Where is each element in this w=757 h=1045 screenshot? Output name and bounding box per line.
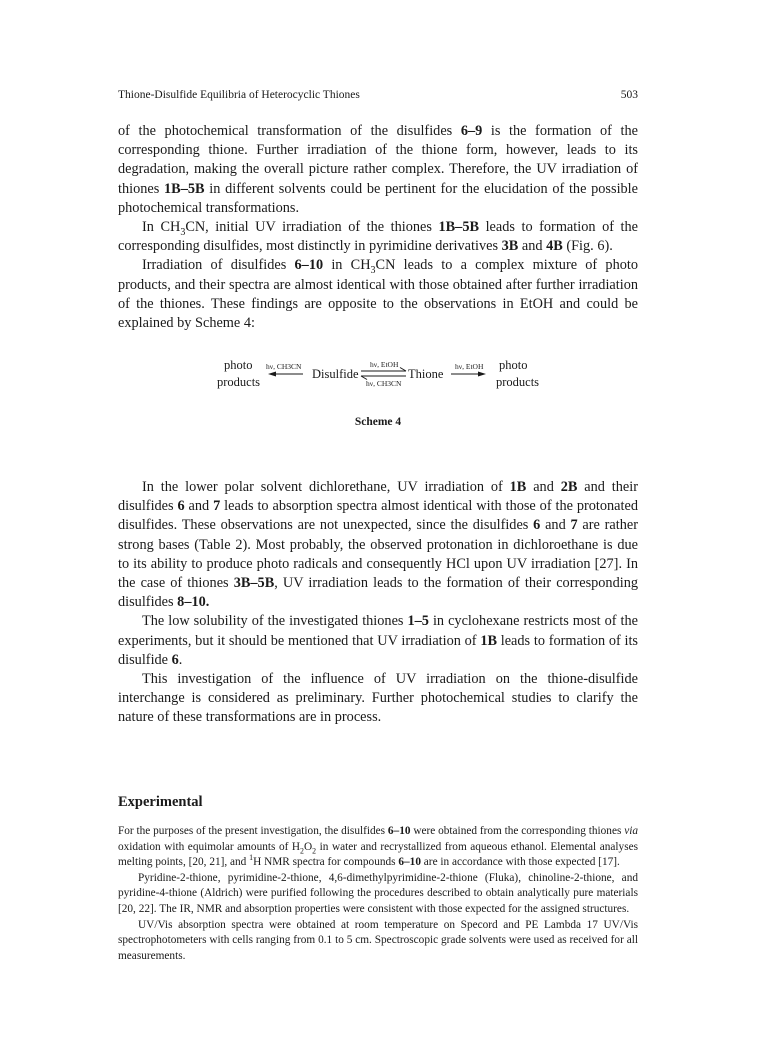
section-title-experimental: Experimental <box>118 794 203 810</box>
arrow-forward-head <box>400 368 406 372</box>
experimental-paragraph-3: UV/Vis absorption spectra were obtained at room temperature on Specord and PE Lambda 17 UV/Vis spectrophotometers with cells ranging from 0.1 to 5 cm. Spectroscopic grade solvents were used as received for all measurements. <box>118 918 638 962</box>
arrow-right-head <box>478 372 486 377</box>
scheme-products-left: products <box>217 375 261 389</box>
paragraph-4: In the lower polar solvent dichlorethane, UV irradiation of 1B and 2B and their disulfides 6 and 7 leads to absorption spectra almost identical with those of the protonated disulfides. These observations are not unexpected, since the disulfides 6 and 7 are rather strong bases (Table 2). Most probably, the observed protonation in dichloroethane is due to its ability to produce photo radicals and consequently HCl upon UV irradiation [27]. In the case of thiones 3B–5B, UV irradiation leads to the formation of their corresponding disulfides 8–10. <box>118 479 639 611</box>
paragraph-2: In $CH_3CN$, initial UV irradiation of the thiones 1B–5B leads to formation of the corresponding disulfides, most distinctly in pyrimidine derivatives 3B and 4B (Fig. 6). <box>118 219 638 255</box>
scheme-label-right: hν, EtOH <box>455 362 484 371</box>
arrow-left-head <box>268 372 276 377</box>
running-title: Thione-Disulfide Equilibria of Heterocyclic Thiones <box>118 89 360 101</box>
paragraph-5: The low solubility of the investigated thiones 1–5 in cyclohexane restricts most of the experiments, but it should be mentioned that UV irradiation of 1B leads to formation of its disulfide 6. <box>118 613 638 668</box>
scheme-photo-right: photo <box>499 358 528 372</box>
scheme-products-right: products <box>496 375 540 389</box>
scheme-label-left: hν, CH3CN <box>266 362 302 371</box>
scheme-label-bottom: hν, CH3CN <box>366 379 402 388</box>
experimental-paragraph-1: For the purposes of the present investigation, the disulfides 6–10 were obtained from the corresponding thiones via oxidation with equimolar amounts of $H_2O_2$ in water and recrystallized from aqueous ethanol. Elemental analyses melting points, [20, 21], and $^1$H NMR spectra for compounds 6–10 are in accordance with those expected [17]. <box>118 825 639 869</box>
paragraph-3: Irradiation of disulfides 6–10 in $CH_3CN$ leads to a complex mixture of photo products, and their spectra are almost identical with those obtained after further irradiation of the thiones. These findings are opposite to the observations in EtOH and could be explained by Scheme 4: <box>118 257 638 332</box>
main-text-top <box>118 122 638 333</box>
main-text-bottom <box>118 478 638 728</box>
scheme-caption: Scheme 4 <box>354 416 402 428</box>
running-header <box>118 89 638 101</box>
experimental-paragraph-2: Pyridine-2-thione, pyrimidine-2-thione, 4,6-dimethylpyrimidine-2-thione (Fluka), chinoline-2-thione, and pyridine-4-thione (Aldrich) were purified following the procedures described to obtain analytically pure materials [20, 22]. The IR, NMR and absorption properties were consistent with those expected for the assigned structures. <box>118 871 638 915</box>
scheme-thione: Thione <box>408 367 444 381</box>
paragraph-1: of the photochemical transformation of the disulfides 6–9 is the formation of the corresponding thione. Further irradiation of the thione form, however, leads to its degradation, making the overall picture rather complex. Therefore, the UV irradiation of thiones 1B–5B in different solvents could be pertinent for the elucidation of the possible photochemical transformations. <box>118 123 639 216</box>
scheme-disulfide: Disulfide <box>312 367 359 381</box>
scheme-photo-left: photo <box>224 358 253 372</box>
page-number: 503 <box>620 89 638 101</box>
paragraph-6: This investigation of the influence of UV irradiation on the thione-disulfide interchange is considered as preliminary. Further photochemical studies to clarify the nature of these transformations are in process. <box>118 671 638 726</box>
scheme-label-top: hν, EtOH <box>370 360 399 369</box>
experimental-text <box>118 824 638 964</box>
